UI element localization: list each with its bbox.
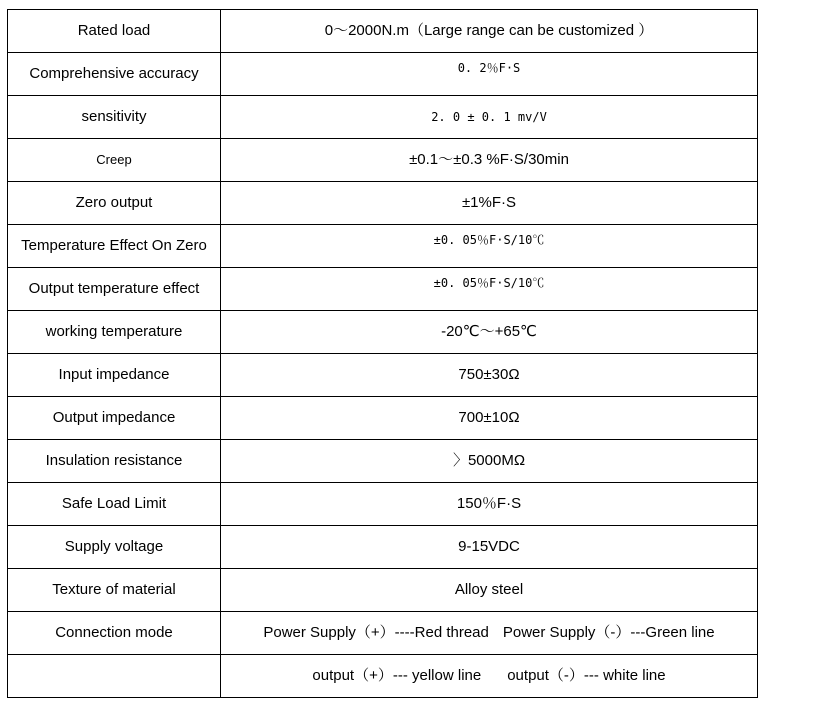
table-row <box>8 440 758 483</box>
row-value-creep: ±0.1～±0.3 %F·S/30min <box>221 139 758 182</box>
row-value-output-impedance: 700±10Ω <box>221 397 758 440</box>
power-negative-text: Power Supply（-）---Green line <box>502 624 715 641</box>
table-row <box>8 225 758 268</box>
row-label-safe-load: Safe Load Limit <box>8 483 221 526</box>
row-value-accuracy: 0. 2％F·S <box>221 53 758 96</box>
row-label-insulation: Insulation resistance <box>8 440 221 483</box>
row-value-connection-power <box>221 612 758 655</box>
row-label-sensitivity: sensitivity <box>8 96 221 139</box>
row-value-rated-load: 0～2000N.m（Large range can be customized ） <box>221 10 758 53</box>
output-negative-text: output（-）--- white line <box>507 667 666 684</box>
row-label-output-temp-effect: Output temperature effect <box>8 268 221 311</box>
row-value-output-temp-effect: ±0. 05％F·S/10℃ <box>221 268 758 311</box>
table-row <box>8 96 758 139</box>
table-row <box>8 53 758 96</box>
row-label-working-temp: working temperature <box>8 311 221 354</box>
table-row <box>8 569 758 612</box>
row-value-insulation: 〉5000MΩ <box>221 440 758 483</box>
table-row <box>8 139 758 182</box>
table-row <box>8 182 758 225</box>
table-row <box>8 10 758 53</box>
row-value-sensitivity: 2. 0 ± 0. 1 mv/V <box>221 96 758 139</box>
spec-table <box>7 9 758 698</box>
table-row <box>8 397 758 440</box>
table-row <box>8 526 758 569</box>
row-label-creep: Creep <box>8 139 221 182</box>
row-label-zero-output: Zero output <box>8 182 221 225</box>
row-label-rated-load: Rated load <box>8 10 221 53</box>
row-label-connection-empty <box>8 655 221 698</box>
table-row <box>8 612 758 655</box>
row-value-connection-output <box>221 655 758 698</box>
row-label-output-impedance: Output impedance <box>8 397 221 440</box>
table-row <box>8 354 758 397</box>
table-row <box>8 483 758 526</box>
row-value-material: Alloy steel <box>221 569 758 612</box>
row-label-input-impedance: Input impedance <box>8 354 221 397</box>
output-positive-text: output（+）--- yellow line <box>312 667 482 684</box>
row-label-accuracy: Comprehensive accuracy <box>8 53 221 96</box>
row-value-input-impedance: 750±30Ω <box>221 354 758 397</box>
row-value-supply-voltage: 9-15VDC <box>221 526 758 569</box>
row-value-zero-output: ±1%F·S <box>221 182 758 225</box>
row-value-temp-effect-zero: ±0. 05％F·S/10℃ <box>221 225 758 268</box>
table-row <box>8 655 758 698</box>
table-row <box>8 268 758 311</box>
row-value-working-temp: -20℃～+65℃ <box>221 311 758 354</box>
table-row <box>8 311 758 354</box>
row-label-temp-effect-zero: Temperature Effect On Zero <box>8 225 221 268</box>
power-positive-text: Power Supply（+）----Red thread <box>263 624 489 641</box>
row-label-supply-voltage: Supply voltage <box>8 526 221 569</box>
row-label-connection-mode: Connection mode <box>8 612 221 655</box>
row-value-safe-load: 150％F·S <box>221 483 758 526</box>
row-label-material: Texture of material <box>8 569 221 612</box>
